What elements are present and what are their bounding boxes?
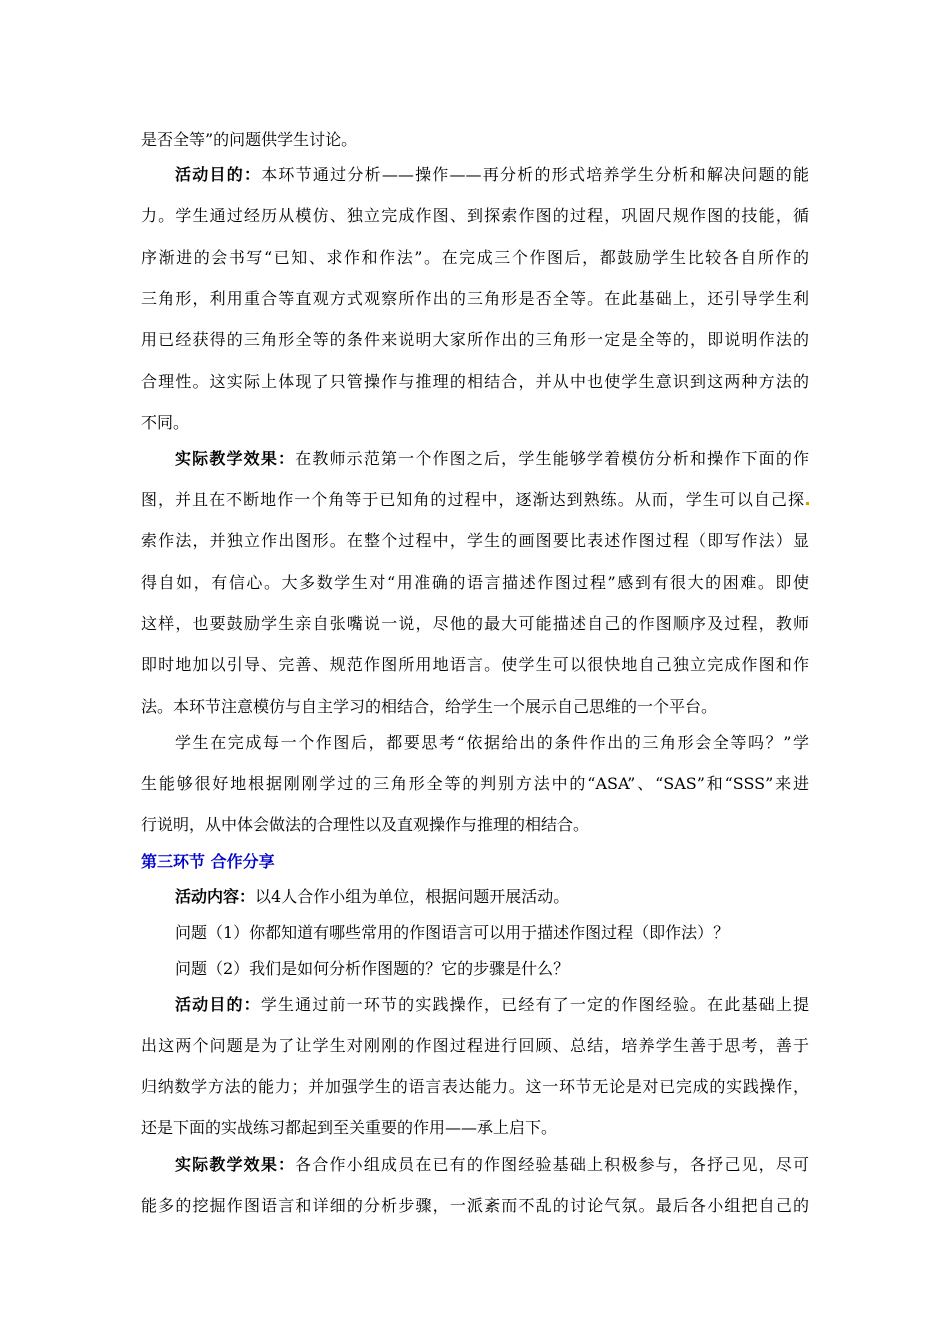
paragraph-teaching-effect-1: 实际教学效果：在教师示范第一个作图之后，学生能够学着模仿分析和操作下面的作 [175,449,809,468]
text-line: 用已经获得的三角形全等的条件来说明大家所作出的三角形一定是全等的，即说明作法的 [141,330,809,349]
paragraph-activity-content: 活动内容：以4人合作小组为单位，根据问题开展活动。 [175,887,570,906]
bold-label: 活动目的： [175,995,261,1014]
text-line: 还是下面的实战练习都起到至关重要的作用——承上启下。 [141,1118,558,1137]
paragraph-teaching-effect-2: 实际教学效果：各合作小组成员在已有的作图经验基础上积极参与，各抒己见，尽可 [175,1155,809,1174]
text-line: 得自如，有信心。大多数学生对“用准确的语言描述作图过程”感到有很大的困难。即使 [141,573,809,592]
stray-mark [806,502,809,505]
text-line: 三角形，利用重合等直观方式观察所作出的三角形是否全等。在此基础上，还引导学生利 [141,289,809,308]
text-line: 出这两个问题是为了让学生对刚刚的作图过程进行回顾、总结，培养学生善于思考，善于 [141,1036,809,1055]
bold-label: 实际教学效果： [175,449,296,468]
question-2: 问题（2）我们是如何分析作图题的？它的步骤是什么？ [175,959,570,978]
paragraph-activity-purpose-2: 活动目的：学生通过前一环节的实践操作，已经有了一定的作图经验。在此基础上提 [175,995,809,1014]
text-line: 合理性。这实际上体现了只管操作与推理的相结合，并从中也使学生意识到这两种方法的 [141,372,809,391]
text-line: 学生在完成每一个作图后，都要思考“依据给出的条件作出的三角形会全等吗？”学 [175,733,809,752]
text-line: 索作法，并独立作出图形。在整个过程中，学生的画图要比表述作图过程（即写作法）显 [141,531,809,550]
text-line: 归纳数学方法的能力；并加强学生的语言表达能力。这一环节无论是对已完成的实践操作， [141,1077,809,1096]
text-line: 行说明，从中体会做法的合理性以及直观操作与推理的相结合。 [141,815,590,834]
text-line: 生能够很好地根据刚刚学过的三角形全等的判别方法中的“ASA”、“SAS”和“SSS”来进 [141,774,809,793]
section-heading: 第三环节 合作分享 [141,852,275,871]
text-line: 是否全等”的问题供学生讨论。 [141,130,358,149]
text-line: 图，并且在不断地作一个角等于已知角的过程中，逐渐达到熟练。从而，学生可以自己探 [141,488,809,512]
text-line: 不同。 [141,413,190,432]
text-line: 法。本环节注意模仿与自主学习的相结合，给学生一个展示自己思维的一个平台。 [141,697,718,716]
question-1: 问题（1）你都知道有哪些常用的作图语言可以用于描述作图过程（即作法）？ [175,923,730,942]
bold-label: 活动内容： [175,887,256,906]
bold-label: 活动目的： [175,165,262,184]
paragraph-activity-purpose-1: 活动目的：本环节通过分析——操作——再分析的形式培养学生分析和解决问题的能 [175,165,809,184]
text-line: 即时地加以引导、完善、规范作图所用地语言。使学生可以很快地自己独立完成作图和作 [141,655,809,674]
text-line: 能多的挖掘作图语言和详细的分析步骤，一派紊而不乱的讨论气氛。最后各小组把自己的 [141,1196,809,1215]
text-line: 力。学生通过经历从模仿、独立完成作图、到探索作图的过程，巩固尺规作图的技能，循 [141,206,809,225]
bold-label: 实际教学效果： [175,1155,296,1174]
text-line: 序渐进的会书写“已知、求作和作法”。在完成三个作图后，都鼓励学生比较各自所作的 [141,248,809,267]
text-line: 这样，也要鼓励学生亲自张嘴说一说，尽他的最大可能描述自己的作图顺序及过程，教师 [141,614,809,633]
